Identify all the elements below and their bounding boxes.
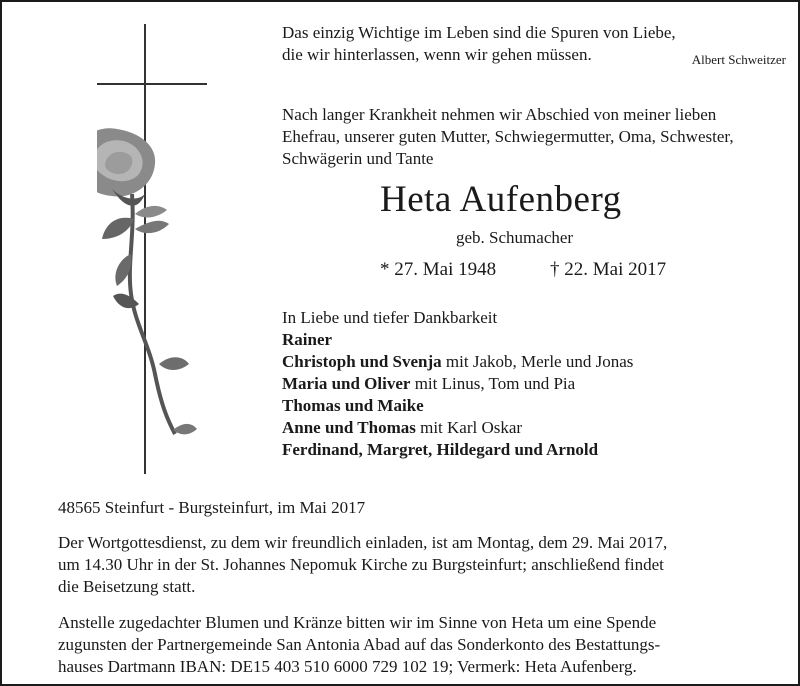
service-line: Der Wortgottesdienst, zu dem wir freundlich einladen, ist am Montag, dem 29. Mai 2017,: [58, 533, 668, 552]
birth-date: * 27. Mai 1948: [380, 259, 497, 280]
family-member: Ferdinand, Margret, Hildegard und Arnold: [282, 440, 599, 459]
announcement-text: [282, 104, 734, 170]
donation-line: hauses Dartmann IBAN: DE15 403 510 6000 729 102 19; Vermerk: Heta Aufenberg.: [58, 657, 637, 676]
family-member: Anne und Thomas mit Karl Oskar: [282, 418, 523, 437]
family-heading: In Liebe und tiefer Dankbarkeit: [282, 308, 498, 327]
family-member: Christoph und Svenja mit Jakob, Merle und Jonas: [282, 352, 634, 371]
family-member: Thomas und Maike: [282, 396, 424, 415]
announcement-line: Ehefrau, unserer guten Mutter, Schwiegermutter, Oma, Schwester,: [282, 127, 734, 146]
death-date: † 22. Mai 2017: [550, 259, 667, 280]
maiden-name: geb. Schumacher: [456, 228, 574, 247]
quote-author: Albert Schweitzer: [691, 52, 786, 67]
donation-line: Anstelle zugedachter Blumen und Kränze bitten wir im Sinne von Heta um eine Spende: [58, 613, 657, 632]
family-list: [282, 307, 633, 461]
quote-line-2: die wir hinterlassen, wenn wir gehen müssen.: [282, 45, 592, 64]
quote-line-1: Das einzig Wichtige im Leben sind die Spuren von Liebe,: [282, 23, 676, 42]
place-date: 48565 Steinfurt - Burgsteinfurt, im Mai 2017: [58, 498, 366, 517]
announcement-line: Schwägerin und Tante: [282, 149, 434, 168]
donation-paragraph: [58, 612, 660, 678]
family-member: Maria und Oliver mit Linus, Tom und Pia: [282, 374, 576, 393]
quote-text: [282, 22, 676, 66]
cross-with-rose-icon: [97, 24, 217, 476]
donation-line: zugunsten der Partnergemeinde San Antonia Abad auf das Sonderkonto des Bestattungs-: [58, 635, 661, 654]
deceased-name: Heta Aufenberg: [380, 179, 622, 220]
service-line: die Beisetzung statt.: [58, 577, 196, 596]
announcement-line: Nach langer Krankheit nehmen wir Abschied von meiner lieben: [282, 105, 717, 124]
service-line: um 14.30 Uhr in der St. Johannes Nepomuk Kirche zu Burgsteinfurt; anschließend findet: [58, 555, 664, 574]
service-paragraph: [58, 532, 667, 598]
family-member: Rainer: [282, 330, 333, 349]
